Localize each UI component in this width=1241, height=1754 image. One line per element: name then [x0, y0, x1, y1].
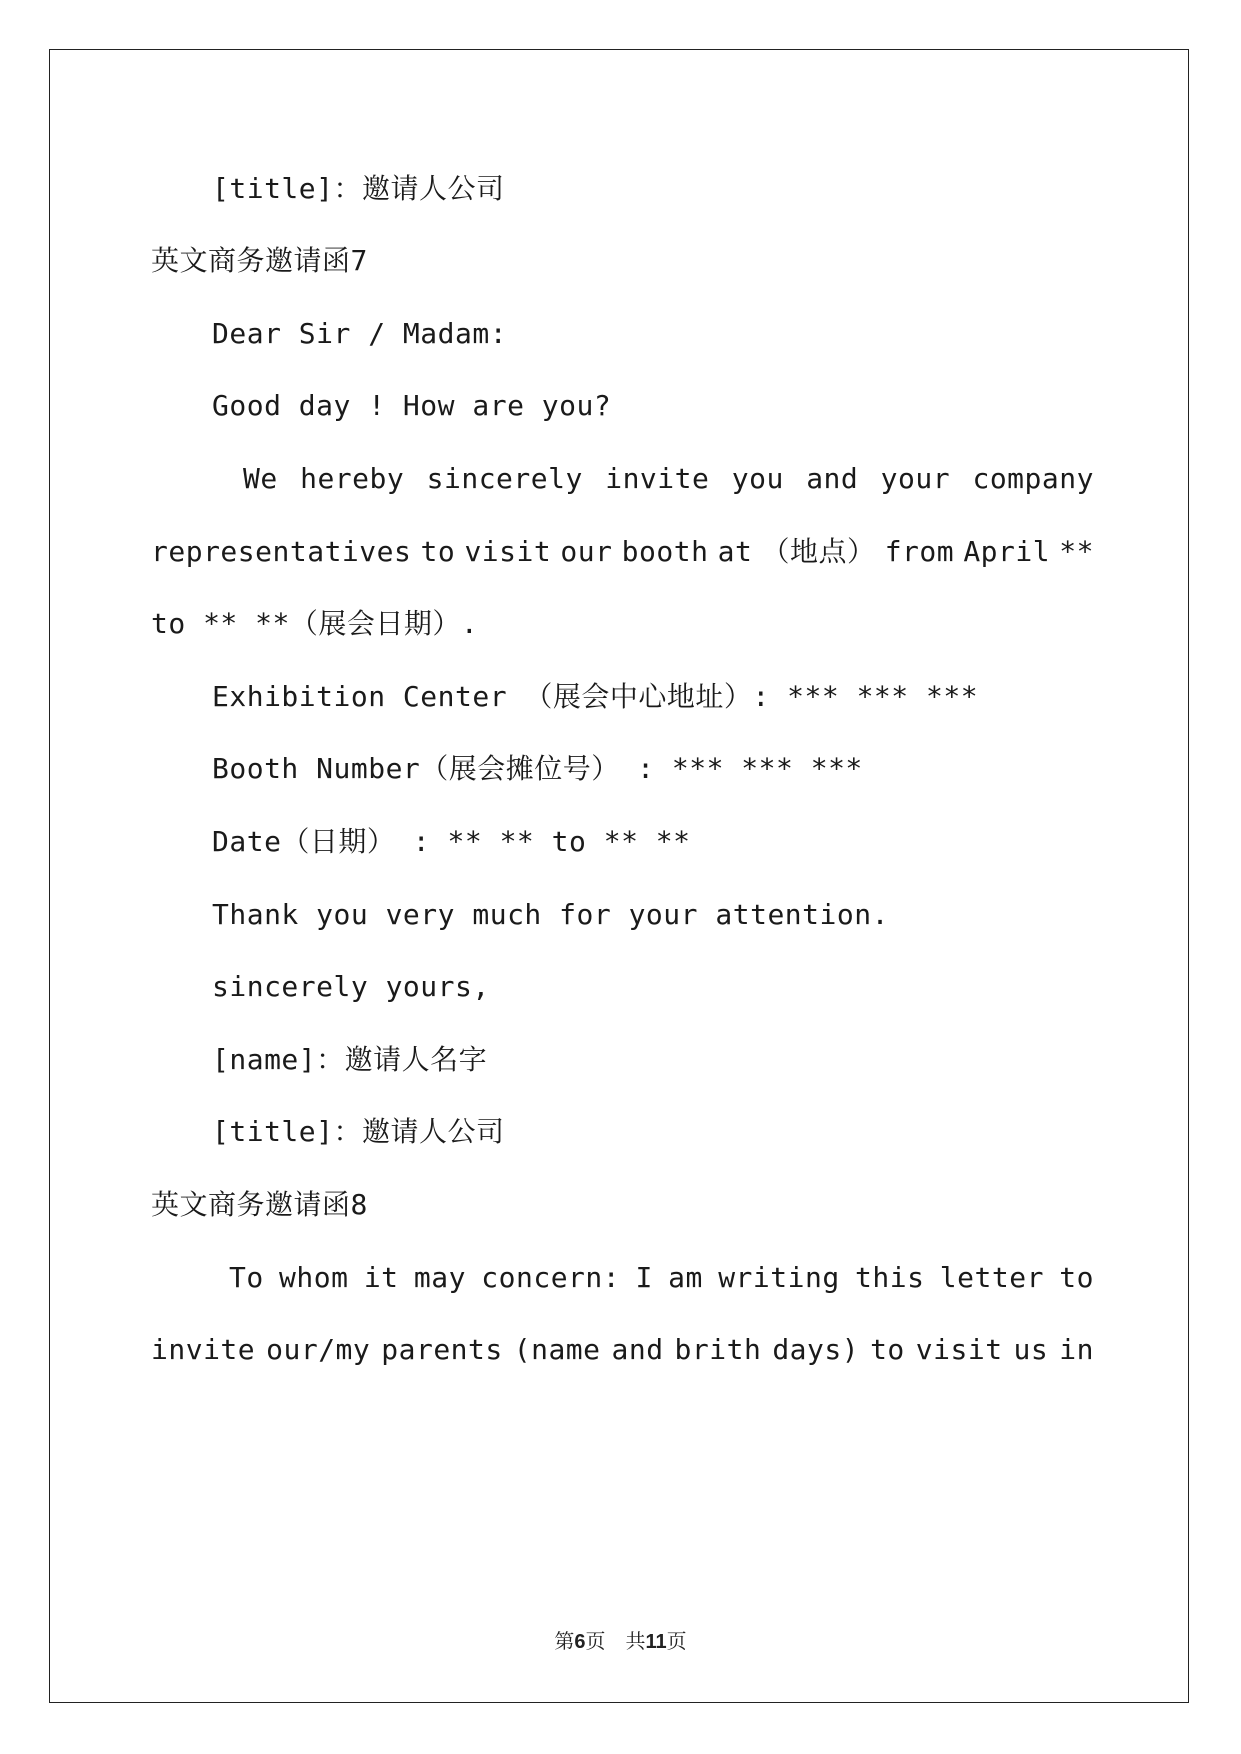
booth-number-line: Booth Number（展会摊位号） : *** *** ***	[212, 752, 863, 785]
word: and	[806, 462, 859, 495]
page-footer	[0, 1625, 1241, 1654]
word: you	[731, 462, 784, 495]
word: us	[1013, 1333, 1049, 1366]
word: invite	[605, 462, 710, 495]
word: days)	[772, 1333, 860, 1366]
word: We	[243, 462, 278, 495]
paragraph-line	[213, 1261, 1094, 1295]
word: our/my	[266, 1333, 371, 1366]
total-pages-number: 11	[645, 1631, 667, 1653]
footer-suffix: 页	[666, 1629, 687, 1653]
greeting: Good day ! How are you?	[212, 389, 612, 422]
paragraph-line	[151, 535, 1094, 569]
word: this	[855, 1261, 925, 1294]
word: April	[963, 535, 1051, 568]
closing-line: sincerely yours,	[212, 970, 490, 1003]
word: invite	[151, 1333, 256, 1366]
word: **	[1059, 535, 1094, 568]
word: concern:	[481, 1261, 621, 1294]
salutation: Dear Sir / Madam:	[212, 317, 508, 350]
footer-prefix: 第	[554, 1629, 575, 1653]
paragraph-line	[151, 1333, 1094, 1367]
word: sincerely	[426, 462, 583, 495]
word: to	[870, 1333, 905, 1366]
word: visit	[915, 1333, 1003, 1366]
exhibition-date-line: to ** **（展会日期）.	[151, 607, 479, 640]
word: letter	[939, 1261, 1044, 1294]
word: brith	[674, 1333, 762, 1366]
current-page-number: 6	[574, 1631, 586, 1653]
section-heading-8: 英文商务邀请函8	[151, 1188, 368, 1221]
word: from	[884, 535, 955, 568]
word: in	[1059, 1333, 1094, 1366]
word: it	[363, 1261, 399, 1294]
word: I	[635, 1261, 653, 1294]
thanks-line: Thank you very much for your attention.	[212, 898, 889, 931]
word: （地点）	[761, 535, 876, 568]
word: hereby	[300, 462, 405, 495]
invitation-title-line: [title]：邀请人公司	[212, 172, 505, 205]
page-border	[49, 49, 1189, 1703]
exhibition-center-line: Exhibition Center （展会中心地址）: *** *** ***	[212, 680, 979, 713]
word: parents	[381, 1333, 503, 1366]
word: to	[1059, 1261, 1094, 1294]
signature-title-line: [title]：邀请人公司	[212, 1115, 505, 1148]
word: at	[717, 535, 753, 568]
date-line: Date（日期） : ** ** to ** **	[212, 825, 691, 858]
word: whom	[279, 1261, 349, 1294]
word: company	[972, 462, 1094, 495]
word: to	[420, 535, 456, 568]
word: visit	[464, 535, 552, 568]
word: your	[880, 462, 951, 495]
paragraph-line	[213, 462, 1094, 496]
word: booth	[621, 535, 709, 568]
signature-name-line: [name]：邀请人名字	[212, 1043, 488, 1076]
word: representatives	[151, 535, 412, 568]
word: writing	[718, 1261, 840, 1294]
word: may	[413, 1261, 466, 1294]
word: and	[611, 1333, 664, 1366]
word: To	[229, 1261, 264, 1294]
word: our	[560, 535, 613, 568]
section-heading-7: 英文商务邀请函7	[151, 244, 368, 277]
word: (name	[513, 1333, 601, 1366]
word: am	[668, 1261, 703, 1294]
footer-middle: 页 共	[585, 1629, 646, 1653]
